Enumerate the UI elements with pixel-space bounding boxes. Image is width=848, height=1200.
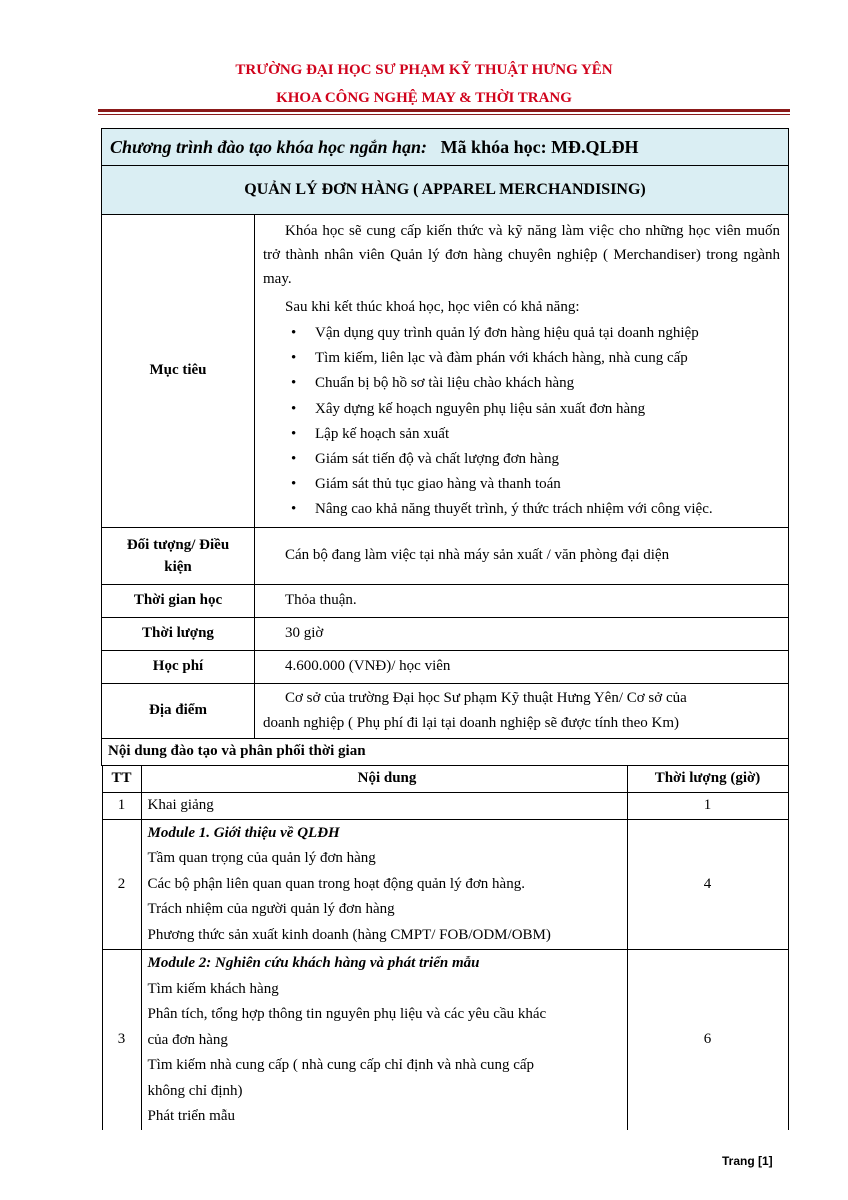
row-tt: 1 bbox=[102, 792, 141, 819]
course-info-table bbox=[101, 128, 789, 1130]
row-hours: 1 bbox=[627, 792, 788, 819]
objective-item: • Giám sát thủ tục giao hàng và thanh toán bbox=[291, 472, 780, 497]
module-line: Tầm quan trọng của quản lý đơn hàng bbox=[147, 850, 376, 867]
schedule-label: Thời gian học bbox=[102, 584, 255, 617]
university-name: TRƯỜNG ĐẠI HỌC SƯ PHẠM KỸ THUẬT HƯNG YÊN bbox=[235, 62, 613, 78]
objectives-list bbox=[263, 321, 780, 523]
module-line: của đơn hàng bbox=[147, 1031, 228, 1048]
audience-label bbox=[102, 527, 255, 584]
course-title: QUẢN LÝ ĐƠN HÀNG ( APPAREL MERCHANDISING) bbox=[102, 166, 789, 215]
module-line: Tìm kiếm khách hàng bbox=[147, 980, 279, 997]
audience-label-line: Đối tượng/ Điều bbox=[126, 536, 230, 553]
row-tt: 3 bbox=[102, 950, 141, 1130]
fee-label: Học phí bbox=[102, 650, 255, 683]
module-line: Các bộ phận liên quan quan trong hoạt động quản lý đơn hàng. bbox=[147, 875, 525, 892]
duration-value: 30 giờ bbox=[255, 617, 789, 650]
module-title: Module 1. Giới thiệu về QLĐH bbox=[147, 824, 340, 841]
content-table-wrapper bbox=[102, 765, 789, 1130]
row-content bbox=[141, 950, 627, 1130]
objectives-label: Mục tiêu bbox=[102, 215, 255, 528]
program-title-cell bbox=[102, 129, 789, 166]
table-row bbox=[102, 792, 788, 819]
col-tt: TT bbox=[102, 766, 141, 793]
location-value bbox=[255, 683, 789, 738]
objective-item: • Xây dựng kế hoạch nguyên phụ liệu sản xuất đơn hàng bbox=[291, 397, 780, 422]
header-rule-thin bbox=[98, 114, 790, 115]
objective-item: • Tìm kiếm, liên lạc và đàm phán với khách hàng, nhà cung cấp bbox=[291, 346, 780, 371]
location-label: Địa điểm bbox=[102, 683, 255, 738]
objectives-cell bbox=[255, 215, 789, 528]
col-hours: Thời lượng (giờ) bbox=[627, 766, 788, 793]
table-row bbox=[102, 819, 788, 950]
module-line: Phát triển mẫu bbox=[147, 1108, 235, 1125]
schedule-value: Thỏa thuận. bbox=[255, 584, 789, 617]
row-tt: 2 bbox=[102, 819, 141, 950]
row-hours: 4 bbox=[627, 819, 788, 950]
header-rule-thick bbox=[98, 109, 790, 112]
objectives-intro: Khóa học sẽ cung cấp kiến thức và kỹ năng làm việc cho những học viên muốn trở thành nhân viên Quản lý đơn hàng chuyên nghiệp ( Merchandiser) trong ngành may. bbox=[263, 223, 780, 287]
location-line: doanh nghiệp ( Phụ phí đi lại tại doanh nghiệp sẽ được tính theo Km) bbox=[263, 714, 679, 731]
module-line: Tìm kiếm nhà cung cấp ( nhà cung cấp chỉ định và nhà cung cấp bbox=[147, 1057, 535, 1074]
module-line: Trách nhiệm của người quản lý đơn hàng bbox=[147, 901, 395, 918]
duration-label: Thời lượng bbox=[102, 617, 255, 650]
module-line: Phương thức sản xuất kinh doanh (hàng CMPT/ FOB/ODM/OBM) bbox=[147, 926, 551, 943]
objective-item: • Giám sát tiến độ và chất lượng đơn hàng bbox=[291, 447, 780, 472]
content-section-title: Nội dung đào tạo và phân phối thời gian bbox=[102, 738, 789, 765]
course-code: Mã khóa học: MĐ.QLĐH bbox=[440, 136, 639, 157]
audience-label-line: kiện bbox=[164, 558, 192, 575]
objective-item: • Vận dụng quy trình quản lý đơn hàng hiệu quả tại doanh nghiệp bbox=[291, 321, 780, 346]
objective-item: • Chuẩn bị bộ hồ sơ tài liệu chào khách hàng bbox=[291, 371, 780, 396]
module-title: Module 2: Nghiên cứu khách hàng và phát triển mẫu bbox=[147, 955, 480, 972]
program-label: Chương trình đào tạo khóa học ngắn hạn: bbox=[110, 136, 428, 157]
objective-item: • Lập kế hoạch sản xuất bbox=[291, 422, 780, 447]
content-header-row bbox=[102, 766, 788, 793]
fee-value: 4.600.000 (VNĐ)/ học viên bbox=[255, 650, 789, 683]
location-line: Cơ sở của trường Đại học Sư phạm Kỹ thuật Hưng Yên/ Cơ sở của bbox=[285, 689, 687, 706]
module-line: không chỉ định) bbox=[147, 1082, 243, 1099]
page-number: Trang [1] bbox=[722, 1154, 773, 1168]
row-content bbox=[141, 819, 627, 950]
row-hours: 6 bbox=[627, 950, 788, 1130]
module-line: Phân tích, tổng hợp thông tin nguyên phụ liệu và các yêu cầu khác bbox=[147, 1006, 547, 1023]
objectives-after: Sau khi kết thúc khoá học, học viên có khả năng: bbox=[285, 299, 580, 315]
col-content: Nội dung bbox=[141, 766, 627, 793]
faculty-name: KHOA CÔNG NGHỆ MAY & THỜI TRANG bbox=[276, 90, 572, 106]
content-table bbox=[102, 766, 789, 1130]
row-title: Khai giảng bbox=[141, 792, 627, 819]
table-row bbox=[102, 950, 788, 1130]
audience-value: Cán bộ đang làm việc tại nhà máy sản xuất / văn phòng đại diện bbox=[255, 527, 789, 584]
objective-item: • Nâng cao khả năng thuyết trình, ý thức trách nhiệm với công việc. bbox=[291, 497, 780, 522]
